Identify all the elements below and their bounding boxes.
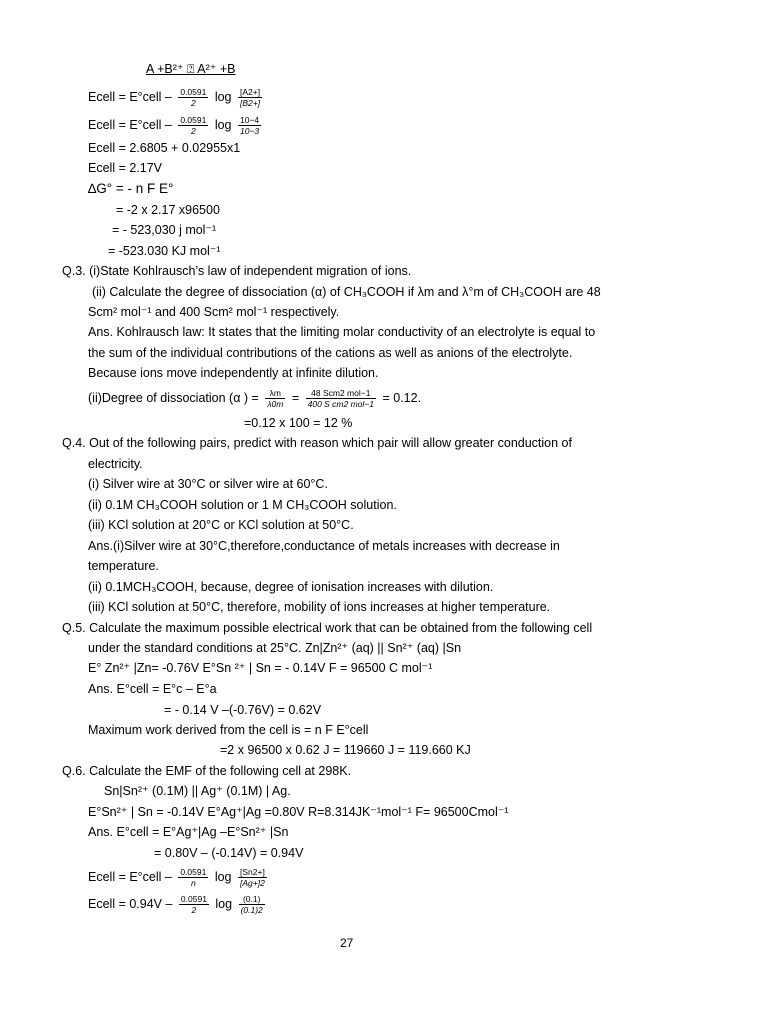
text-line: Ecell = 2.6805 + 0.02955x1: [88, 141, 241, 155]
fraction-denominator: 10−3: [240, 126, 260, 136]
log-text: log: [214, 117, 232, 132]
fraction: [178, 87, 208, 108]
text-line: the sum of the individual contributions of the cations as well as anions of the electrolyte.: [88, 346, 573, 360]
eq-lhs: (ii)Degree of dissociation (α ) =: [88, 390, 259, 405]
equals-sign: =: [291, 390, 300, 405]
log-text: log: [214, 89, 232, 104]
text-line: = 0.80V – (-0.14V) = 0.94V: [154, 846, 304, 860]
fraction: [239, 894, 265, 915]
text-line: (i) Silver wire at 30°C or silver wire at 60°C.: [88, 477, 328, 491]
question-heading: Q.3. (i)State Kohlrausch’s law of independent migration of ions.: [62, 264, 412, 278]
fraction-numerator: 48 Scm2 mol−1: [306, 388, 376, 399]
text-line: (ii) 0.1MCH₃COOH, because, degree of ionisation increases with dilution.: [88, 580, 494, 594]
log-text: log: [215, 896, 233, 911]
fraction-numerator: 10−4: [240, 115, 260, 125]
text-line: Ans. Kohlrausch law: It states that the limiting molar conductivity of an electrolyte is equal to: [88, 325, 596, 339]
text-line: (ii) 0.1M CH₃COOH solution or 1 M CH₃COOH solution.: [88, 498, 397, 512]
text-line: =2 x 96500 x 0.62 J = 119660 J = 119.660 KJ: [220, 743, 471, 757]
text-line: (iii) KCl solution at 20°C or KCl solution at 50°C.: [88, 518, 354, 532]
fraction-numerator: 0.0591: [180, 87, 207, 97]
log-text: log: [214, 869, 232, 884]
fraction-numerator: 0.0591: [180, 894, 207, 904]
fraction-denominator: 2: [190, 126, 196, 136]
fraction-denominator: 400 S cm2 mol−1: [307, 399, 374, 409]
nernst-equation-line: [88, 115, 264, 136]
text-line: = -2 x 2.17 x96500: [116, 203, 220, 217]
text-line: = - 0.14 V –(-0.76V) = 0.62V: [164, 703, 322, 717]
dissociation-equation-line: [88, 388, 421, 409]
text-line: Because ions move independently at infinite dilution.: [88, 366, 379, 380]
text-line: (iii) KCl solution at 50°C, therefore, mobility of ions increases at higher temperature.: [88, 600, 551, 614]
nernst-equation-line: [88, 894, 268, 915]
text-line: = - 523,030 j mol⁻¹: [112, 223, 217, 237]
text-line: Maximum work derived from the cell is = n F E°cell: [88, 723, 369, 737]
text-line: Ans.(i)Silver wire at 30°C,therefore,conductance of metals increases with decrease in: [88, 539, 560, 553]
text-line: Ecell = 2.17V: [88, 161, 163, 175]
fraction-numerator: 0.0591: [180, 115, 207, 125]
fraction-denominator: [Ag+]2: [240, 878, 265, 888]
fraction: [238, 115, 261, 136]
fraction-denominator: λ0m: [267, 399, 284, 409]
fraction-numerator: [Sn2+]: [240, 867, 265, 877]
fraction-denominator: 2: [191, 905, 197, 915]
text-line: Sn|Sn²⁺ (0.1M) || Ag⁺ (0.1M) | Ag.: [104, 784, 291, 798]
fraction: [178, 867, 208, 888]
eq-lhs: Ecell = E°cell –: [88, 89, 172, 104]
fraction-numerator: (0.1): [239, 894, 265, 905]
text-line: Ans. E°cell = E°c – E°a: [88, 682, 217, 696]
fraction-denominator: 2: [190, 98, 196, 108]
fraction-denominator: (0.1)2: [240, 905, 263, 915]
eq-result: = 0.12.: [382, 390, 422, 405]
text-line: =0.12 x 100 = 12 %: [244, 416, 353, 430]
fraction: [178, 115, 208, 136]
reaction-equation: A +B²⁺ ⍰ A²⁺ +B: [146, 62, 236, 76]
fraction-denominator: n: [190, 878, 196, 888]
page-number: 27: [340, 936, 354, 950]
fraction-numerator: 0.0591: [180, 867, 207, 877]
nernst-equation-line: [88, 867, 270, 888]
text-line: Ans. E°cell = E°Ag⁺|Ag –E°Sn²⁺ |Sn: [88, 825, 289, 839]
question-heading: Q.5. Calculate the maximum possible electrical work that can be obtained from the following cell: [62, 621, 593, 635]
eq-lhs: Ecell = E°cell –: [88, 117, 172, 132]
question-heading: Q.6. Calculate the EMF of the following cell at 298K.: [62, 764, 352, 778]
fraction-denominator: [B2+]: [240, 98, 261, 108]
fraction-numerator: λm: [265, 388, 285, 399]
nernst-equation-line: [88, 87, 265, 108]
text-line: under the standard conditions at 25°C. Zn|Zn²⁺ (aq) || Sn²⁺ (aq) |Sn: [88, 641, 462, 655]
fraction: [238, 867, 267, 888]
fraction: [265, 388, 285, 409]
text-line: ∆G° = - n F E°: [88, 181, 174, 196]
fraction: [306, 388, 376, 409]
eq-lhs: Ecell = E°cell –: [88, 869, 172, 884]
text-line: (ii) Calculate the degree of dissociation (α) of CH₃COOH if λm and λ°m of CH₃COOH are 48: [92, 285, 601, 299]
text-line: temperature.: [88, 559, 159, 573]
question-heading: Q.4. Out of the following pairs, predict with reason which pair will allow greater conduction of: [62, 436, 572, 450]
fraction-numerator: [A2+]: [240, 87, 261, 97]
eq-lhs: Ecell = 0.94V –: [88, 896, 173, 911]
text-line: E°Sn²⁺ | Sn = -0.14V E°Ag⁺|Ag =0.80V R=8.314JK⁻¹mol⁻¹ F= 96500Cmol⁻¹: [88, 805, 509, 819]
text-line: electricity.: [88, 457, 143, 471]
text-line: Scm² mol⁻¹ and 400 Scm² mol⁻¹ respectively.: [88, 305, 340, 319]
fraction: [238, 87, 262, 108]
text-line: = -523.030 KJ mol⁻¹: [108, 244, 221, 258]
text-line: E° Zn²⁺ |Zn= -0.76V E°Sn ²⁺ | Sn = - 0.14V F = 96500 C mol⁻¹: [88, 661, 433, 675]
fraction: [179, 894, 209, 915]
